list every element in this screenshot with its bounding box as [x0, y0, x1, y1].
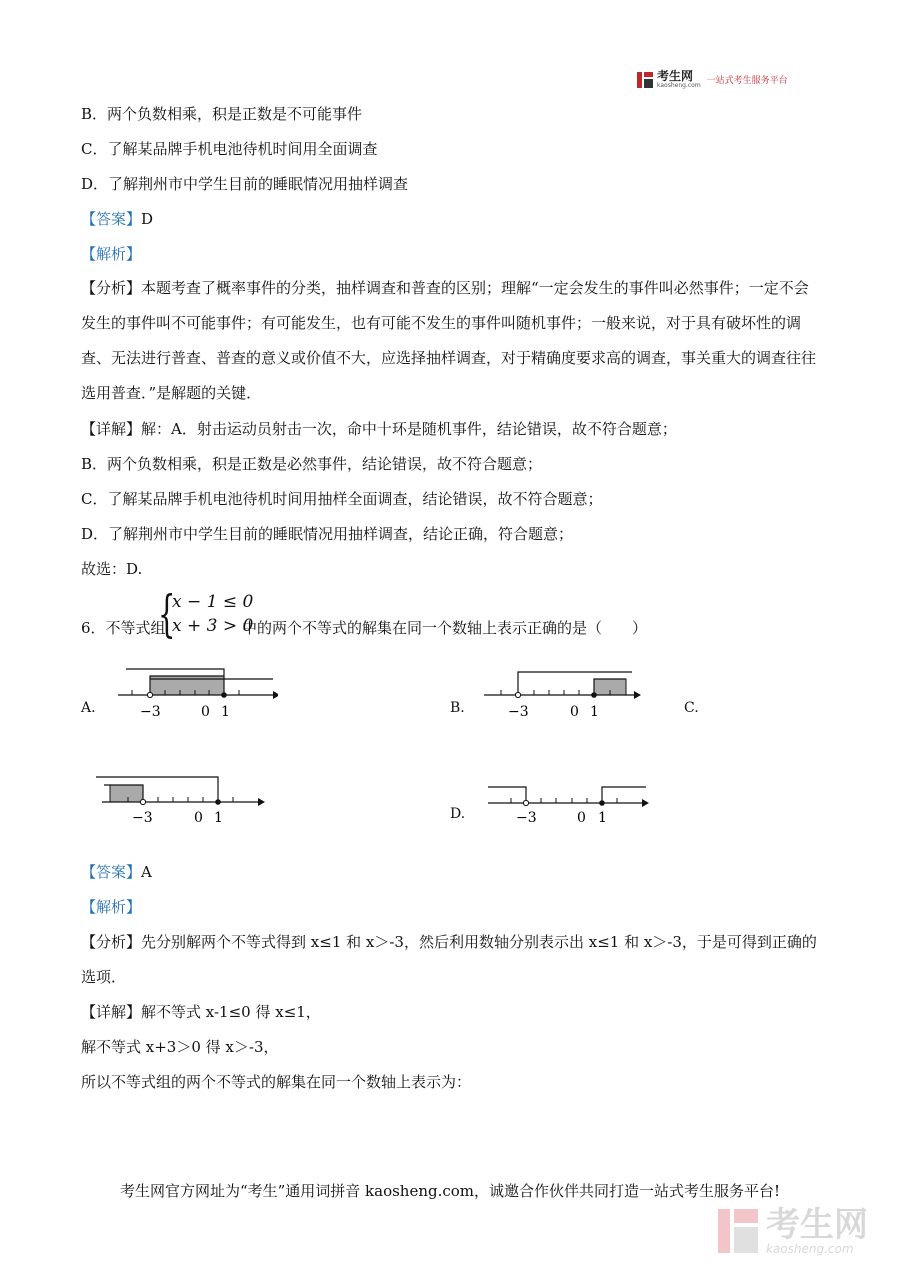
q6-option-d-label: D.	[450, 806, 466, 822]
tick-label-0: 0	[194, 810, 203, 826]
tick-label-1: 1	[221, 704, 230, 720]
q5-detail-b: B．两个负数相乘，积是正数是必然事件，结论错误，故不符合题意；	[81, 455, 543, 473]
q6-option-a-label: A.	[81, 700, 96, 716]
q6-option-b-label: B.	[450, 700, 465, 716]
number-line-a	[118, 665, 278, 723]
q6-option-c-label: C.	[684, 700, 699, 716]
tick-label-neg3: −3	[140, 704, 161, 720]
q6-stem-rest: 中的两个不等式的解集在同一个数轴上表示正确的是（ ）	[242, 619, 648, 637]
fenxi-tag: 【分析】	[81, 279, 142, 297]
tick-label-neg3: −3	[508, 704, 529, 720]
tick-label-0: 0	[577, 810, 586, 826]
open-dot	[515, 692, 520, 697]
q5-answer	[81, 209, 153, 229]
q6-number: 6．不等式组	[81, 619, 166, 637]
answer-value: A	[141, 863, 152, 881]
q5-fenxi	[81, 271, 817, 411]
inequality-2: x + 3 > 0	[172, 616, 254, 636]
watermark	[716, 1207, 868, 1255]
footer-text: 考生网官方网址为“考生”通用词拼音 kaosheng.com，诚邀合作伙伴共同打造一站式考生服务平台!	[119, 1182, 781, 1200]
kaosheng-logo-icon	[636, 71, 654, 89]
q6-detail-1	[81, 1002, 321, 1022]
fenxi-text: 先分别解两个不等式得到 x≤1 和 x＞-3，然后利用数轴分别表示出 x≤1 和 x＞-3，于是可得到正确的选项．	[81, 933, 817, 986]
tick-label-1: 1	[590, 704, 599, 720]
fenxi-text: 本题考查了概率事件的分类，抽样调查和普查的区别；理解“一定会发生的事件叫必然事件；一定不会发生的事件叫不可能事件；有可能发生，也有可能不发生的事件叫随机事件；一般来说，对于具有破坏性的调查、无法进行普查、普查的意义或价值不大，应选择抽样调查，对于精确度要求高的调查，事关重大的调查往往选用普查．”是解题的关键．	[81, 279, 817, 402]
system-brace: {	[158, 585, 176, 643]
option-c: C．了解某品牌手机电池待机时间用全面调查	[81, 140, 378, 158]
q6-detail-3: 所以不等式组的两个不等式的解集在同一个数轴上表示为：	[81, 1073, 472, 1091]
answer-value: D	[141, 210, 154, 228]
tick-label-1: 1	[598, 810, 607, 826]
watermark-logo-icon	[716, 1207, 760, 1255]
shaded-region	[110, 785, 143, 802]
header-slogan: 一站式考生服务平台	[706, 76, 788, 86]
q6-analysis-tag: 【解析】	[81, 898, 142, 916]
answer-tag: 【答案】	[81, 210, 142, 228]
logo-url: kaosheng.com	[657, 82, 701, 89]
open-dot	[523, 800, 528, 805]
option-d: D．了解荆州市中学生目前的睡眠情况用抽样调查	[81, 175, 409, 193]
closed-dot	[599, 800, 605, 806]
open-dot	[140, 799, 145, 804]
q5-detail-a	[81, 419, 677, 439]
detail-a-text: 解：A．射击运动员射击一次，命中十环是随机事件，结论错误，故不符合题意；	[141, 420, 677, 438]
q6-fenxi	[81, 925, 817, 995]
logo-name: 考生网	[657, 69, 694, 83]
watermark-url: kaosheng.com	[766, 1242, 854, 1256]
tick-label-0: 0	[201, 704, 210, 720]
tick-label-neg3: −3	[132, 810, 153, 826]
closed-dot	[215, 799, 221, 805]
watermark-name: 考生网	[766, 1205, 868, 1245]
q5-detail-c: C．了解某品牌手机电池待机时间用抽样全面调查，结论错误，故不符合题意；	[81, 490, 603, 508]
q5-detail-d: D．了解荆州市中学生目前的睡眠情况用抽样调查，结论正确，符合题意；	[81, 525, 574, 543]
open-dot	[147, 692, 152, 697]
tick-label-1: 1	[214, 810, 223, 826]
tick-label-0: 0	[570, 704, 579, 720]
fenxi-tag: 【分析】	[81, 933, 142, 951]
detail-1-text: 解不等式 x-1≤0 得 x≤1，	[141, 1003, 321, 1021]
option-b: B．两个负数相乘，积是正数是不可能事件	[81, 105, 363, 123]
q5-analysis-tag: 【解析】	[81, 245, 142, 263]
closed-dot	[221, 692, 227, 698]
q6-detail-2: 解不等式 x+3＞0 得 x＞-3，	[81, 1038, 279, 1056]
inequality-1: x − 1 ≤ 0	[172, 592, 254, 612]
number-line-b	[484, 665, 644, 723]
number-line-d	[484, 777, 649, 833]
header-logo	[636, 70, 788, 89]
answer-tag: 【答案】	[81, 863, 142, 881]
number-line-c	[94, 771, 266, 827]
detail-tag: 【详解】	[81, 1003, 142, 1021]
q6-answer	[81, 862, 152, 882]
closed-dot	[591, 692, 597, 698]
detail-tag: 【详解】	[81, 420, 142, 438]
tick-label-neg3: −3	[516, 810, 537, 826]
q5-choose: 故选：D.	[81, 560, 143, 578]
